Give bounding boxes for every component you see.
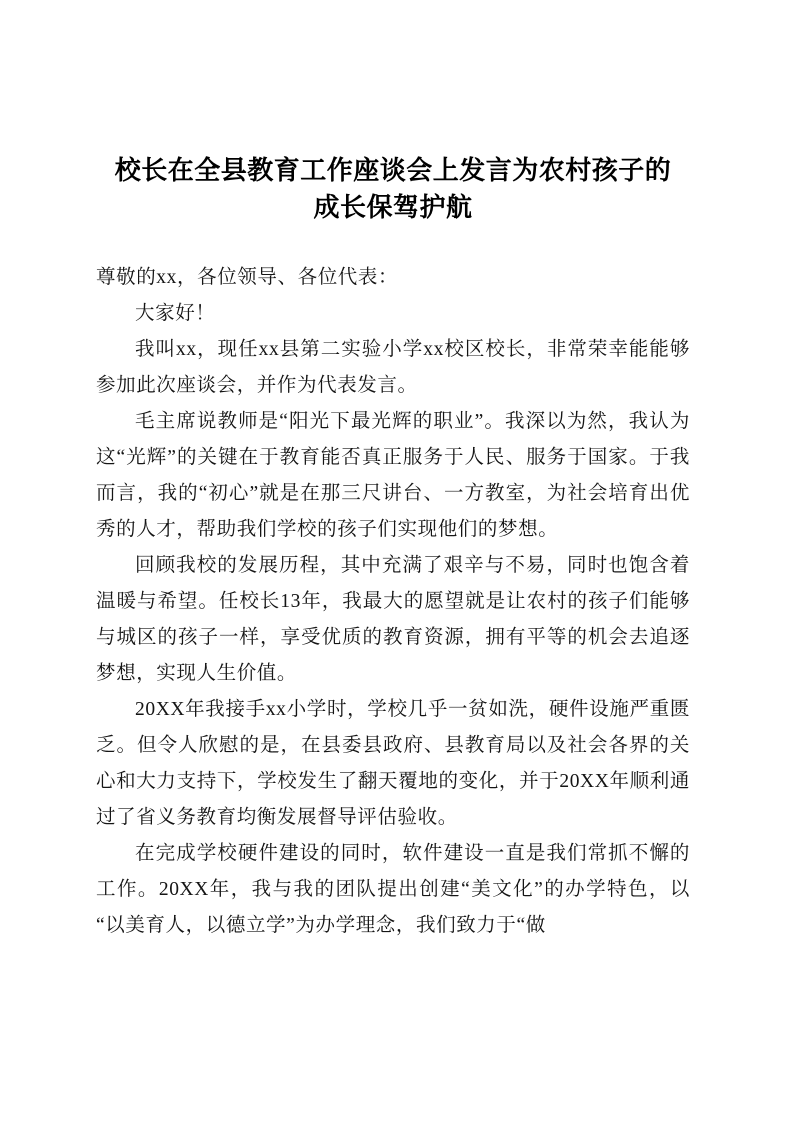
document-title: [96, 0, 690, 226]
paragraph-teaching-mission: 毛主席说教师是“阳光下最光辉的职业”。我深以为然，我认为这“光辉”的关键在于教育能否真正服务于人民、服务于国家。于我而言，我的“初心”就是在那三尺讲台、一方教室，为社会培育出优秀的人才，帮助我们学校的孩子们实现他们的梦想。: [96, 411, 690, 540]
document-title-line-2: 成长保驾护航: [313, 192, 473, 222]
document-body: [96, 260, 690, 944]
document-content-column: [96, 0, 690, 944]
paragraph-salutation: 尊敬的xx，各位领导、各位代表：: [96, 267, 399, 288]
paragraph-school-history: 回顾我校的发展历程，其中充满了艰辛与不易，同时也饱含着温暖与希望。任校长13年，我最大的愿望就是让农村的孩子们能够与城区的孩子一样，享受优质的教育资源，拥有平等的机会去追逐梦想，实现人生价值。: [96, 555, 690, 684]
paragraph-self-introduction: 我叫xx，现任xx县第二实验小学xx校区校长，非常荣幸能能够参加此次座谈会，并作为代表发言。: [96, 339, 690, 396]
document-title-line-1: 校长在全县教育工作座谈会上发言为农村孩子的: [114, 155, 672, 185]
paragraph-software-construction: 在完成学校硬件建设的同时，软件建设一直是我们常抓不懈的工作。20XX年，我与我的团队提出创建“美文化”的办学特色，以“以美育人，以德立学”为办学理念，我们致力于“做: [96, 843, 690, 936]
paragraph-hardware-construction: 20XX年我接手xx小学时，学校几乎一贫如洗，硬件设施严重匮乏。但令人欣慰的是，在县委县政府、县教育局以及社会各界的关心和大力支持下，学校发生了翻天覆地的变化，并于20XX年顺利通过了省义务教育均衡发展督导评估验收。: [96, 699, 690, 828]
paragraph-greeting: 大家好！: [135, 303, 216, 324]
